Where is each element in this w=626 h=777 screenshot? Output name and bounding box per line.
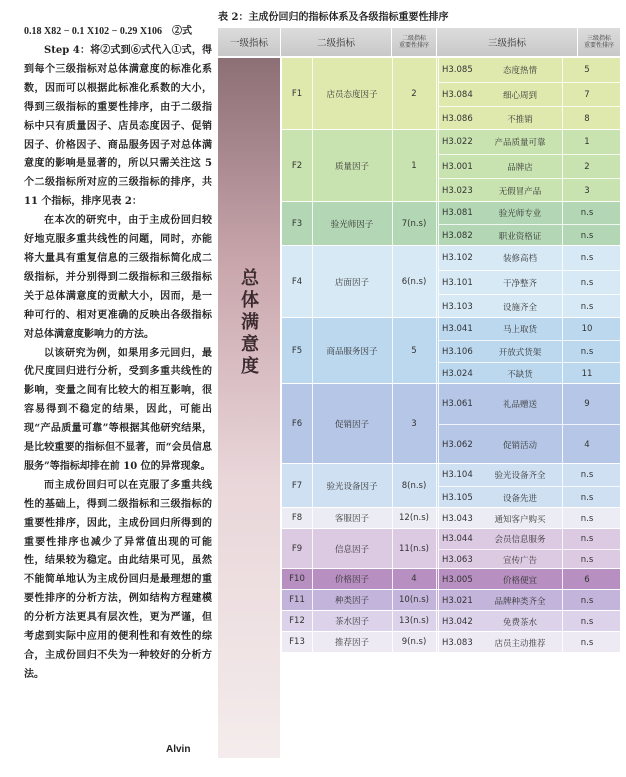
factor-group <box>282 590 620 610</box>
level1-cell <box>218 58 280 758</box>
indicator-name: 装修高档 <box>502 254 537 264</box>
indicator-name: 免费茶水 <box>502 617 537 628</box>
indicator-rank: n.s <box>580 277 594 288</box>
factor-name: 验光师因子 <box>330 219 374 230</box>
factor-group <box>282 246 620 317</box>
factor-rank: 7(n.s) <box>401 218 427 229</box>
factor-code: F4 <box>291 276 303 287</box>
indicator-code: H3.083 <box>442 637 473 648</box>
header-level3-rank: 三级指标 重要性排序 <box>578 28 620 56</box>
indicator-rank: n.s <box>580 513 594 524</box>
indicator-row <box>438 362 620 384</box>
indicator-name: 态度热情 <box>502 66 537 76</box>
indicator-name: 设施齐全 <box>502 302 537 313</box>
factor-name: 商品服务因子 <box>326 346 378 357</box>
factor-rank: 9(n.s) <box>401 637 427 647</box>
factor-name: 促销因子 <box>334 419 369 430</box>
indicator-row <box>438 590 620 611</box>
indicator-code: H3.102 <box>442 253 473 263</box>
indicator-code: H3.081 <box>442 208 473 218</box>
indicator-row <box>438 106 620 130</box>
indicator-row <box>438 508 620 529</box>
indicator-code: H3.063 <box>442 554 473 565</box>
indicator-row <box>438 130 620 154</box>
factor-group <box>282 130 620 201</box>
indicator-code: H3.041 <box>442 324 473 334</box>
indicator-rank: 1 <box>584 137 590 147</box>
indicator-rank: n.s <box>580 554 594 565</box>
factor-code: F2 <box>291 160 303 171</box>
factor-code: F13 <box>289 637 305 647</box>
indicator-row <box>438 529 620 549</box>
indicator-name: 价格便宜 <box>502 575 537 586</box>
factor-name: 推荐因子 <box>334 638 369 648</box>
indicator-rank: n.s <box>580 492 594 503</box>
factor-code: F8 <box>291 513 303 523</box>
indicator-code: H3.106 <box>442 346 473 357</box>
indicator-code: H3.024 <box>442 368 473 379</box>
indicator-row <box>438 224 620 246</box>
factor-name: 质量因子 <box>334 161 369 172</box>
indicator-row <box>438 384 620 424</box>
factor-name: 茶水因子 <box>334 617 369 627</box>
indicator-code: H3.001 <box>442 161 473 172</box>
indicator-row <box>438 569 620 590</box>
indicator-rank: 11 <box>581 368 593 379</box>
indicator-name: 通知客户购买 <box>494 514 546 525</box>
indicator-rank: n.s <box>580 637 594 648</box>
indicator-rank: 6 <box>584 574 590 585</box>
factor-rank: 6(n.s) <box>401 276 427 287</box>
indicator-code: H3.044 <box>442 534 473 544</box>
indicator-rank: 3 <box>584 185 590 196</box>
factor-rank: 4 <box>411 574 417 584</box>
indicator-code: H3.022 <box>442 137 473 147</box>
factor-name: 种类因子 <box>334 596 369 606</box>
header-level3: 三级指标 <box>437 28 577 56</box>
indicator-name: 店员主动推荐 <box>494 638 546 649</box>
indicator-code: H3.061 <box>442 399 473 409</box>
indicator-row <box>438 486 620 508</box>
factor-name: 客服因子 <box>334 514 369 524</box>
factor-group <box>282 464 620 507</box>
factor-group <box>282 58 620 129</box>
factor-name: 信息因子 <box>334 544 369 555</box>
indicator-code: H3.086 <box>442 113 473 124</box>
factor-name: 验光设备因子 <box>326 481 378 492</box>
indicator-row <box>438 318 620 340</box>
factor-rank: 8(n.s) <box>401 480 427 491</box>
indicator-name: 不推销 <box>507 114 533 125</box>
indicator-name: 宣传广告 <box>502 555 537 566</box>
factor-name: 店面因子 <box>334 277 369 288</box>
indicator-rank: n.s <box>580 301 594 312</box>
indicator-rank: n.s <box>580 253 594 263</box>
factor-group <box>282 318 620 383</box>
indicator-row <box>438 340 620 362</box>
indicator-code: H3.062 <box>442 439 473 450</box>
indicator-code: H3.084 <box>442 89 473 100</box>
factor-code: F12 <box>289 616 305 626</box>
indicator-code: H3.023 <box>442 185 473 196</box>
indicator-code: H3.101 <box>442 277 473 288</box>
indicator-name: 不缺货 <box>507 369 533 380</box>
factor-rank: 13(n.s) <box>399 616 429 626</box>
factor-group <box>282 202 620 245</box>
indicator-row <box>438 202 620 224</box>
paragraph-example: 以该研究为例，如果用多元回归，最优尺度回归进行分析，受到多重共线性的影响，变量之间有比较大的相互影响，很容易得到不稳定的结果，因此，可能出现“产品质量可靠”等根据其他研究结果，是比较重要的指标但不显著，而“会员信息服务”等指标却排在前 10 位的异常现象。 <box>24 347 212 472</box>
header-level1: 一级指标 <box>218 28 280 56</box>
factor-group <box>282 384 620 463</box>
indicator-name: 职业资格证 <box>498 231 542 242</box>
factor-rank: 3 <box>411 418 417 429</box>
indicator-name: 验光师专业 <box>498 209 542 219</box>
factor-name: 价格因子 <box>334 575 369 585</box>
factor-code: F9 <box>291 543 303 554</box>
indicator-name: 礼品赠送 <box>502 400 537 410</box>
indicator-rank: n.s <box>580 208 594 218</box>
paragraph-step4: Step 4：将②式到⑥式代入①式，得到每个三级指标对总体满意度的标准化系数，因而可以根据此标准化系数的大小，得到三级指标的重要性排序，由于二级指标中只有质量因子、店员态度因子、促销因子、价格因子、商品服务因子对总体满意度的影响是显著的，所以只需关注这 5 个二级指标所对应的三级指标的排序，共 11 个指标，排序见表 2： <box>24 45 212 208</box>
factor-rank: 5 <box>411 345 417 356</box>
indicator-rank: 7 <box>584 89 590 100</box>
indicator-rank: 5 <box>584 65 590 75</box>
formula-line: 0.18 X82 − 0.1 X102 − 0.29 X106 ②式 <box>24 26 193 37</box>
factor-code: F7 <box>291 480 303 491</box>
paragraph-conclusion: 而主成份回归可以在克服了多重共线性的基础上，得到二级指标和三级指标的重要性排序，因此，主成份回归所得到的重要性排序也减少了异常值出现的可能性，结果较为稳定。由此结果可见，虽然不能简单地认为主成份回归是最理想的重要性排序的分析方法，例如结构方程建模的分析方法更具有层次性，更为严谨，但考虑到实际中应用的便利性和有效性的综合，主成份回归不失为一种较好的分析方法。 <box>24 479 212 680</box>
indicator-code: H3.104 <box>442 470 473 480</box>
factor-group <box>282 611 620 631</box>
indicator-row <box>438 549 620 569</box>
indicator-name: 品牌种类齐全 <box>494 596 546 607</box>
factor-rank: 11(n.s) <box>399 543 429 554</box>
indicator-rank: 8 <box>584 113 590 124</box>
indicator-code: H3.103 <box>442 301 473 312</box>
indicator-rank: n.s <box>580 470 594 480</box>
factor-name: 店员态度因子 <box>326 89 378 100</box>
indicator-code: H3.082 <box>442 230 473 241</box>
factor-group <box>282 632 620 652</box>
indicator-row <box>438 246 620 270</box>
indicator-name: 开放式货架 <box>498 347 542 358</box>
indicator-name: 设备先进 <box>502 493 537 504</box>
indicator-row <box>438 464 620 486</box>
indicator-table <box>218 28 620 758</box>
header-level2: 二级指标 <box>281 28 391 56</box>
indicator-rank: n.s <box>580 346 594 357</box>
factor-rank: 12(n.s) <box>399 513 429 523</box>
indicator-rank: n.s <box>580 534 594 544</box>
indicator-name: 干净整齐 <box>502 278 537 289</box>
paragraph-method: 在本次的研究中，由于主成份回归较好地克服多重共线性的问题，同时，亦能将大量具有重复信息的三级指标简化成二级指标，并分别得到二级指标和三级指标关于总体满意度的贡献大小，因而，是一种可行的、相对更准确的反映出各级指标对总体满意度影响力的方法。 <box>24 215 212 340</box>
factor-group <box>282 508 620 528</box>
factor-rank: 1 <box>411 160 417 171</box>
indicator-rank: n.s <box>580 230 594 241</box>
indicator-name: 马上取货 <box>502 325 537 335</box>
indicator-row <box>438 424 620 464</box>
indicator-row <box>438 270 620 294</box>
indicator-code: H3.005 <box>442 574 473 585</box>
indicator-name: 验光设备齐全 <box>494 471 546 481</box>
indicator-name: 品牌店 <box>507 162 533 173</box>
indicator-row <box>438 58 620 82</box>
indicator-row <box>438 154 620 178</box>
indicator-name: 产品质量可靠 <box>494 138 546 148</box>
indicator-rank: 4 <box>584 439 590 450</box>
factor-code: F5 <box>291 345 303 356</box>
level1-label: 总体满意度 <box>241 268 259 377</box>
indicator-name: 无假冒产品 <box>498 186 542 197</box>
indicator-row <box>438 611 620 632</box>
table-caption: 表 2：主成份回归的指标体系及各级指标重要性排序 <box>218 12 449 23</box>
indicator-row <box>438 82 620 106</box>
indicator-rank: 9 <box>584 399 590 409</box>
indicator-name: 促销活动 <box>502 440 537 451</box>
indicator-name: 细心周到 <box>502 90 537 101</box>
factor-code: F3 <box>291 218 303 229</box>
indicator-code: H3.105 <box>442 492 473 503</box>
indicator-row <box>438 294 620 318</box>
indicator-code: H3.021 <box>442 595 473 606</box>
indicator-rank: n.s <box>580 595 594 606</box>
article-text-column <box>24 24 212 685</box>
indicator-code: H3.043 <box>442 513 473 524</box>
indicator-row <box>438 632 620 653</box>
author-signature: Alvin <box>166 744 191 755</box>
factor-code: F6 <box>291 418 303 429</box>
indicator-row <box>438 178 620 202</box>
factor-code: F10 <box>289 574 305 584</box>
indicator-code: H3.085 <box>442 65 473 75</box>
factor-rank: 2 <box>411 88 417 99</box>
factor-group <box>282 529 620 568</box>
indicator-code: H3.042 <box>442 616 473 627</box>
factor-code: F11 <box>289 595 305 605</box>
factor-group <box>282 569 620 589</box>
factor-code: F1 <box>291 88 303 99</box>
indicator-name: 会员信息服务 <box>494 535 546 545</box>
factor-rank: 10(n.s) <box>399 595 429 605</box>
indicator-rank: 10 <box>581 324 593 334</box>
indicator-rank: n.s <box>580 616 594 627</box>
header-level2-rank: 二级指标 重要性排序 <box>392 28 436 56</box>
indicator-rank: 2 <box>584 161 590 172</box>
